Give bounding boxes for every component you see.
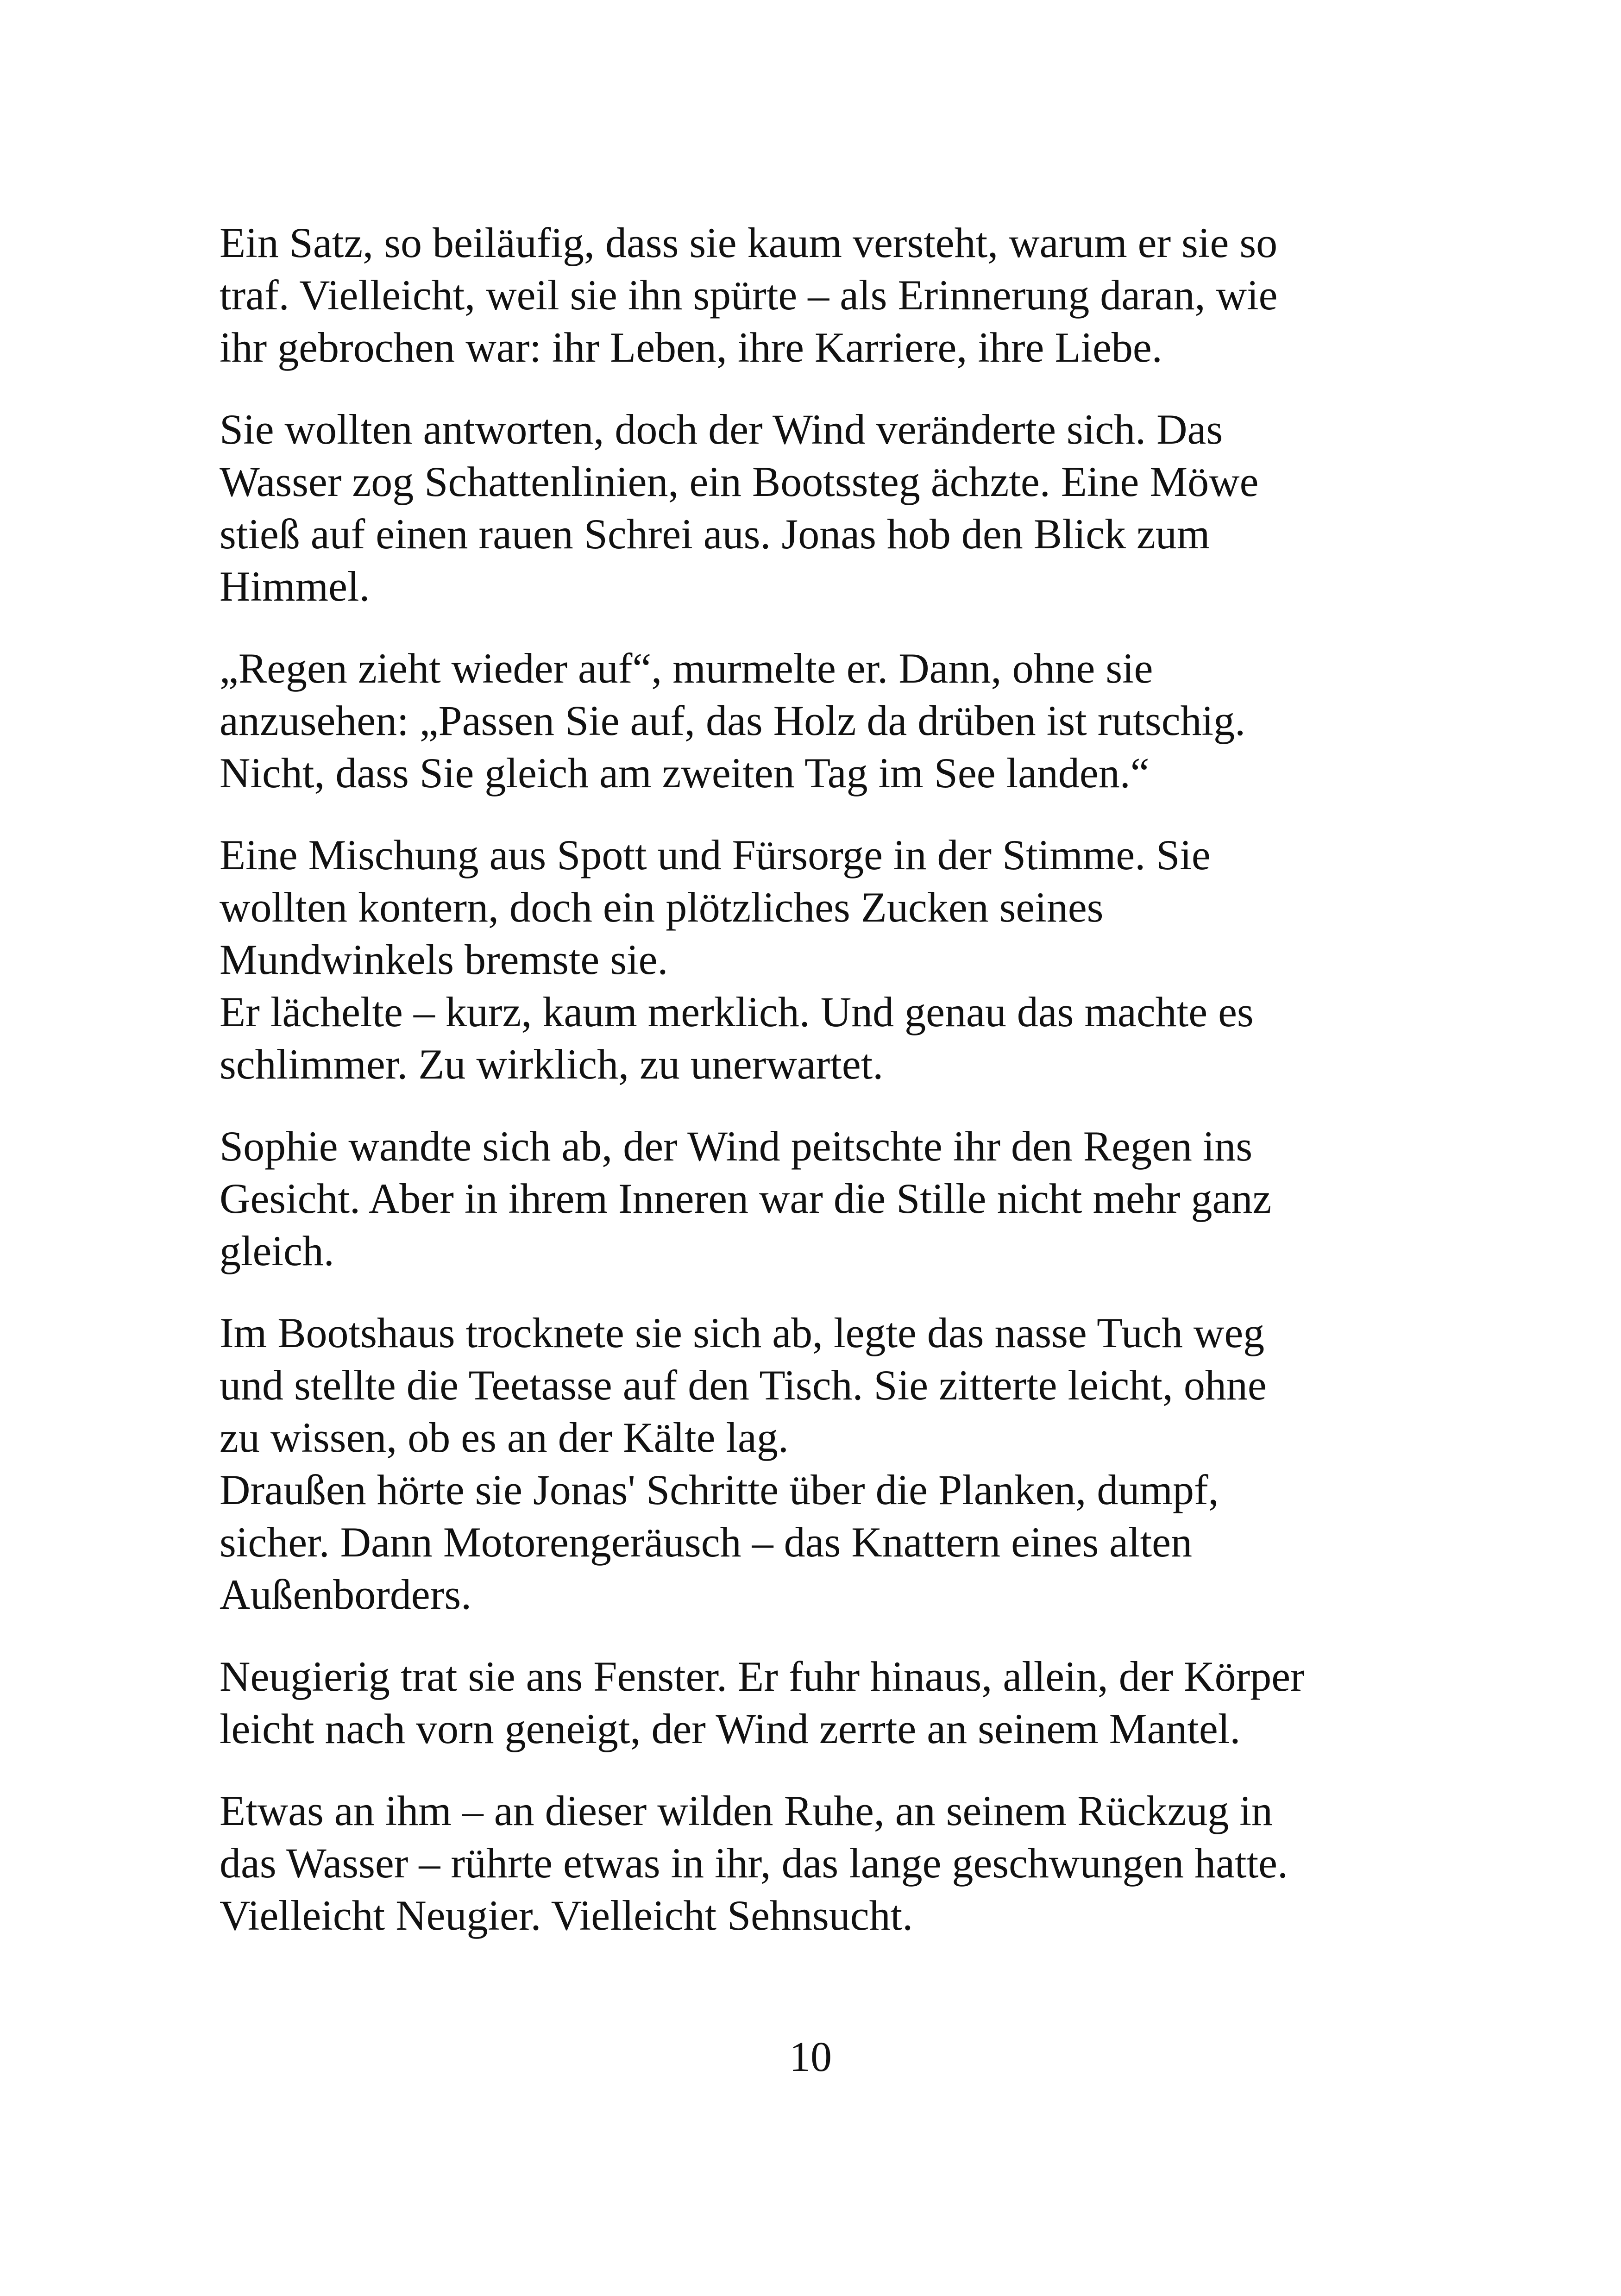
text-line: Vielleicht Neugier. Vielleicht Sehnsucht. [220, 1892, 913, 1939]
text-line: „Regen zieht wieder auf“, murmelte er. Dann, ohne sie [220, 645, 1153, 692]
text-line: Sie wollten antworten, doch der Wind veränderte sich. Das [220, 406, 1223, 453]
text-line: Etwas an ihm – an dieser wilden Ruhe, an seinem Rückzug in [220, 1787, 1273, 1834]
text-line: traf. Vielleicht, weil sie ihn spürte – als Erinnerung daran, wie [220, 271, 1278, 319]
text-line: Gesicht. Aber in ihrem Inneren war die Stille nicht mehr ganz [220, 1175, 1272, 1222]
body-text [220, 217, 1470, 1971]
text-line: ihr gebrochen war: ihr Leben, ihre Karriere, ihre Liebe. [220, 324, 1162, 371]
paragraph [220, 829, 1470, 1091]
text-line: Mundwinkels bremste sie. [220, 936, 668, 983]
text-line: zu wissen, ob es an der Kälte lag. [220, 1414, 789, 1461]
text-line: Er lächelte – kurz, kaum merklich. Und genau das machte es [220, 988, 1254, 1035]
text-line: Wasser zog Schattenlinien, ein Bootssteg ächzte. Eine Möwe [220, 458, 1259, 505]
paragraph [220, 217, 1470, 374]
text-line: und stellte die Teetasse auf den Tisch. Sie zitterte leicht, ohne [220, 1361, 1267, 1409]
text-line: Nicht, dass Sie gleich am zweiten Tag im See landen.“ [220, 749, 1150, 797]
text-line: Im Bootshaus trocknete sie sich ab, legte das nasse Tuch weg [220, 1309, 1265, 1356]
text-line: schlimmer. Zu wirklich, zu unerwartet. [220, 1041, 884, 1088]
text-line: stieß auf einen rauen Schrei aus. Jonas hob den Blick zum [220, 510, 1210, 558]
paragraph [220, 642, 1470, 799]
text-line: leicht nach vorn geneigt, der Wind zerrte an seinem Mantel. [220, 1705, 1241, 1752]
text-line: sicher. Dann Motorengeräusch – das Knattern eines alten [220, 1518, 1192, 1566]
paragraph [220, 1120, 1470, 1277]
text-line: Draußen hörte sie Jonas' Schritte über die Planken, dumpf, [220, 1466, 1219, 1513]
text-line: wollten kontern, doch ein plötzliches Zucken seines [220, 884, 1104, 931]
paragraph [220, 403, 1470, 613]
paragraph [220, 1650, 1470, 1755]
text-line: das Wasser – rührte etwas in ihr, das lange geschwungen hatte. [220, 1839, 1288, 1887]
text-line: Neugierig trat sie ans Fenster. Er fuhr hinaus, allein, der Körper [220, 1653, 1305, 1700]
paragraph [220, 1785, 1470, 1942]
text-line: Eine Mischung aus Spott und Fürsorge in der Stimme. Sie [220, 831, 1211, 878]
text-line: Sophie wandte sich ab, der Wind peitschte ihr den Regen ins [220, 1123, 1253, 1170]
text-line: Ein Satz, so beiläufig, dass sie kaum versteht, warum er sie so [220, 219, 1278, 266]
page-number: 10 [789, 2033, 832, 2080]
text-line: anzusehen: „Passen Sie auf, das Holz da drüben ist rutschig. [220, 697, 1246, 744]
paragraph [220, 1307, 1470, 1621]
text-line: gleich. [220, 1227, 334, 1274]
text-line: Außenborders. [220, 1571, 472, 1618]
text-line: Himmel. [220, 563, 370, 610]
